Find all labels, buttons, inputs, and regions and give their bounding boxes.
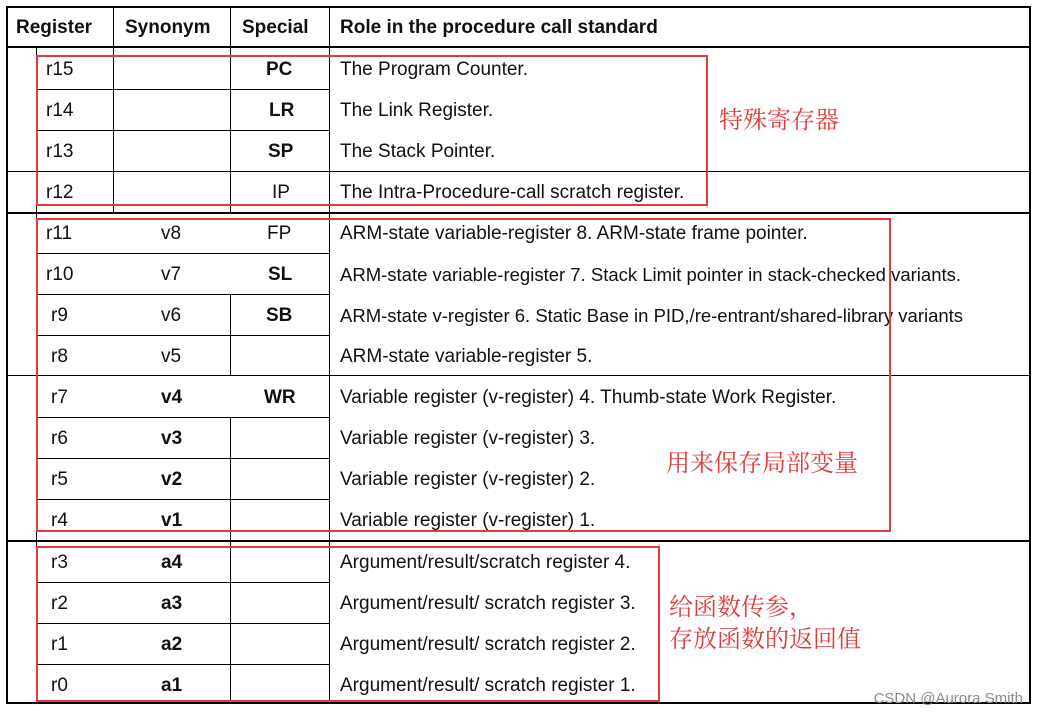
- table-row-role: Variable register (v-register) 3.: [340, 428, 596, 449]
- table-row-role: Argument/result/ scratch register 1.: [340, 675, 636, 696]
- table-row-role: ARM-state v-register 6. Static Base in PID,/re-entrant/shared-library variants: [340, 305, 964, 326]
- table-row-special: PC: [266, 59, 293, 80]
- table-row-register: r0: [51, 675, 68, 696]
- table-row-register: r8: [51, 346, 68, 367]
- annotation-local-variables: 用来保存局部变量: [666, 449, 858, 477]
- table-row-register: r14: [46, 100, 74, 121]
- table-row-role: The Intra-Procedure-call scratch register.: [340, 182, 685, 203]
- table-row-synonym: v1: [161, 510, 183, 531]
- table-row-synonym: a3: [161, 593, 183, 614]
- table-row-synonym: a1: [161, 675, 183, 696]
- table-row-special: LR: [269, 100, 295, 121]
- table-row-register: r1: [51, 634, 68, 655]
- table-row-register: r4: [51, 510, 68, 531]
- annotation-box-locals: [36, 218, 891, 532]
- table-row-register: r11: [46, 223, 73, 244]
- table-row-register: r7: [51, 387, 68, 408]
- table-row-synonym: a4: [161, 552, 183, 573]
- table-row-synonym: v5: [161, 346, 182, 367]
- table-row-register: r12: [46, 182, 74, 203]
- annotation-args-line1: 给函数传参，: [669, 593, 813, 621]
- table-row-synonym: v7: [161, 264, 182, 285]
- table-row-synonym: v4: [161, 387, 183, 408]
- table-row-register: r5: [51, 469, 68, 490]
- table-row-role: Variable register (v-register) 1.: [340, 510, 596, 531]
- table-row-special: SP: [268, 141, 294, 162]
- table-row-register: r6: [51, 428, 68, 449]
- header-special: Special: [242, 17, 309, 38]
- table-row-role: ARM-state variable-register 5.: [340, 346, 593, 367]
- group-separator: [6, 540, 1031, 542]
- table-row-role: The Stack Pointer.: [340, 141, 496, 162]
- table-row-role: The Link Register.: [340, 100, 494, 121]
- table-row-special: FP: [267, 223, 292, 244]
- annotation-special-registers: 特殊寄存器: [719, 106, 839, 134]
- header-separator: [6, 46, 1031, 48]
- table-border-left: [6, 6, 8, 704]
- table-row-register: r2: [51, 593, 68, 614]
- header-divider: [113, 6, 114, 47]
- table-row-register: r9: [51, 305, 68, 326]
- table-row-role: Argument/result/ scratch register 3.: [340, 593, 636, 614]
- watermark: CSDN @Aurora Smith: [873, 690, 1023, 707]
- annotation-box-args: [36, 546, 660, 702]
- table-row-special: WR: [264, 387, 296, 408]
- table-row-synonym: v3: [161, 428, 183, 449]
- group-separator: [6, 212, 1031, 214]
- table-row-role: Argument/result/scratch register 4.: [340, 552, 631, 573]
- table-row-synonym: a2: [161, 634, 183, 655]
- table-row-synonym: v6: [161, 305, 182, 326]
- table-row-synonym: v8: [161, 223, 182, 244]
- table-row-register: r10: [46, 264, 74, 285]
- table-row-special: IP: [272, 182, 290, 203]
- table-row-role: Variable register (v-register) 2.: [340, 469, 596, 490]
- header-register: Register: [16, 17, 93, 38]
- table-row-role: Variable register (v-register) 4. Thumb-state Work Register.: [340, 387, 837, 408]
- table-row-register: r3: [51, 552, 68, 573]
- table-row-role: The Program Counter.: [340, 59, 528, 80]
- table-row-role: Argument/result/ scratch register 2.: [340, 634, 636, 655]
- table-row-register: r13: [46, 141, 74, 162]
- header-divider: [230, 6, 231, 47]
- table-row-special: SL: [268, 264, 293, 285]
- header-role: Role in the procedure call standard: [340, 17, 658, 38]
- table-row-synonym: v2: [161, 469, 183, 490]
- table-row-role: ARM-state variable-register 8. ARM-state frame pointer.: [340, 223, 808, 244]
- table-row-register: r15: [46, 59, 74, 80]
- table-row-special: SB: [266, 305, 293, 326]
- table-border-top: [6, 6, 1031, 8]
- table-border-right: [1029, 6, 1031, 704]
- annotation-args-line2: 存放函数的返回值: [669, 625, 861, 653]
- header-synonym: Synonym: [125, 17, 211, 38]
- annotation-box-special: [36, 55, 708, 206]
- table-row-role: ARM-state variable-register 7. Stack Limit pointer in stack-checked variants.: [340, 264, 962, 285]
